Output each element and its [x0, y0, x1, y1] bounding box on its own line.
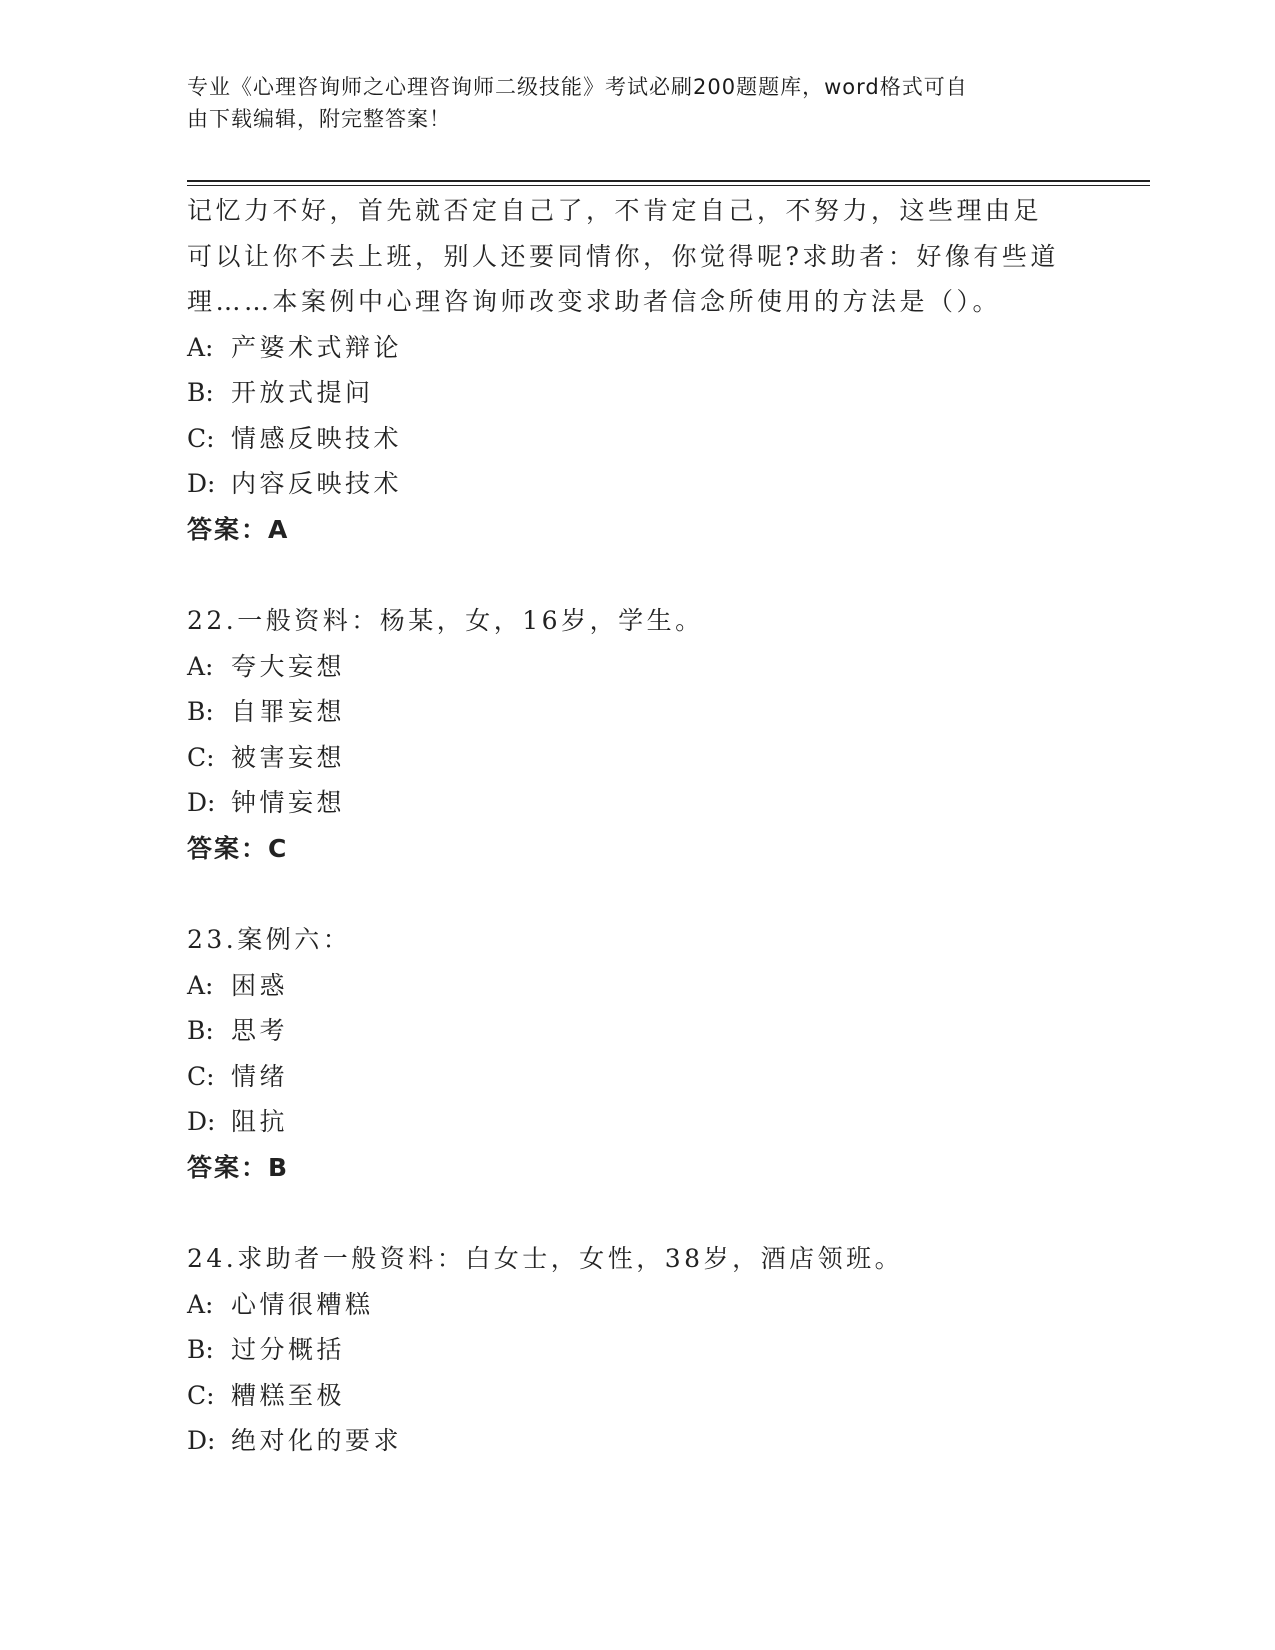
option-d: [187, 1099, 1087, 1145]
option-d: [187, 1418, 1087, 1464]
question-23: [187, 917, 1087, 1190]
option-letter: D:: [187, 788, 216, 817]
option-text: 内容反映技术: [231, 469, 403, 498]
option-c: [187, 416, 1087, 462]
answer-line: 答案：A: [187, 514, 290, 544]
option-a: [187, 1282, 1087, 1328]
document-body: [187, 188, 1087, 1464]
header-divider-thick: [187, 180, 1150, 182]
question-22: [187, 598, 1087, 871]
option-c: [187, 1373, 1087, 1419]
spacer: [187, 871, 1087, 917]
option-letter: C:: [187, 423, 215, 453]
option-text: 阻抗: [231, 1107, 289, 1136]
question-text: 23.案例六：: [187, 925, 352, 954]
option-text: 产婆术式辩论: [231, 332, 403, 362]
option-letter: B:: [187, 697, 214, 726]
option-d: [187, 461, 1087, 507]
option-c: [187, 735, 1087, 781]
question-text: 22.一般资料：杨某，女，16岁，学生。: [187, 606, 704, 635]
option-text: 情绪: [231, 1061, 289, 1091]
option-letter: D:: [187, 1426, 216, 1455]
option-letter: A:: [187, 332, 214, 362]
answer-line: 答案：B: [187, 1152, 290, 1182]
option-letter: B:: [187, 1016, 214, 1045]
option-letter: B:: [187, 378, 214, 407]
header-divider-thin: [187, 185, 1150, 186]
option-text: 夸大妄想: [231, 651, 346, 681]
question-text-line: 理……本案例中心理咨询师改变求助者信念所使用的方法是（）。: [187, 287, 1002, 316]
spacer: [187, 1190, 1087, 1236]
option-d: [187, 780, 1087, 826]
spacer: [187, 552, 1087, 598]
option-text: 过分概括: [231, 1335, 346, 1364]
option-text: 被害妄想: [231, 742, 346, 772]
option-letter: C:: [187, 1380, 215, 1410]
option-text: 开放式提问: [231, 378, 374, 407]
option-text: 情感反映技术: [231, 423, 403, 453]
option-letter: B:: [187, 1335, 214, 1364]
header-line-2: 由下载编辑，附完整答案！: [187, 107, 451, 131]
option-text: 心情很糟糕: [231, 1289, 374, 1319]
option-a: [187, 644, 1087, 690]
option-b: [187, 1327, 1087, 1373]
option-text: 困惑: [231, 970, 289, 1000]
option-letter: D:: [187, 1107, 216, 1136]
option-text: 思考: [231, 1016, 289, 1045]
answer-line: 答案：C: [187, 833, 289, 863]
option-text: 绝对化的要求: [231, 1426, 403, 1455]
question-text-line: 记忆力不好，首先就否定自己了，不肯定自己，不努力，这些理由足: [187, 196, 1043, 225]
question-text-line: 可以让你不去上班，别人还要同情你，你觉得呢?求助者：好像有些道: [187, 241, 1059, 271]
option-text: 钟情妄想: [231, 788, 346, 817]
option-b: [187, 1008, 1087, 1054]
option-c: [187, 1054, 1087, 1100]
option-text: 自罪妄想: [231, 697, 346, 726]
option-a: [187, 963, 1087, 1009]
option-letter: D:: [187, 469, 216, 498]
option-text: 糟糕至极: [231, 1380, 346, 1410]
option-b: [187, 689, 1087, 735]
option-b: [187, 370, 1087, 416]
option-letter: C:: [187, 742, 215, 772]
page-header: [187, 71, 1067, 135]
option-letter: A:: [187, 1289, 214, 1319]
header-line-1: 专业《心理咨询师之心理咨询师二级技能》考试必刷200题题库，word格式可自: [187, 75, 968, 99]
question-24: [187, 1236, 1087, 1464]
option-letter: A:: [187, 970, 214, 1000]
option-letter: C:: [187, 1061, 215, 1091]
question-21-continued: [187, 188, 1087, 552]
option-letter: A:: [187, 651, 214, 681]
question-text: 24.求助者一般资料：白女士，女性，38岁，酒店领班。: [187, 1244, 904, 1273]
option-a: [187, 325, 1087, 371]
